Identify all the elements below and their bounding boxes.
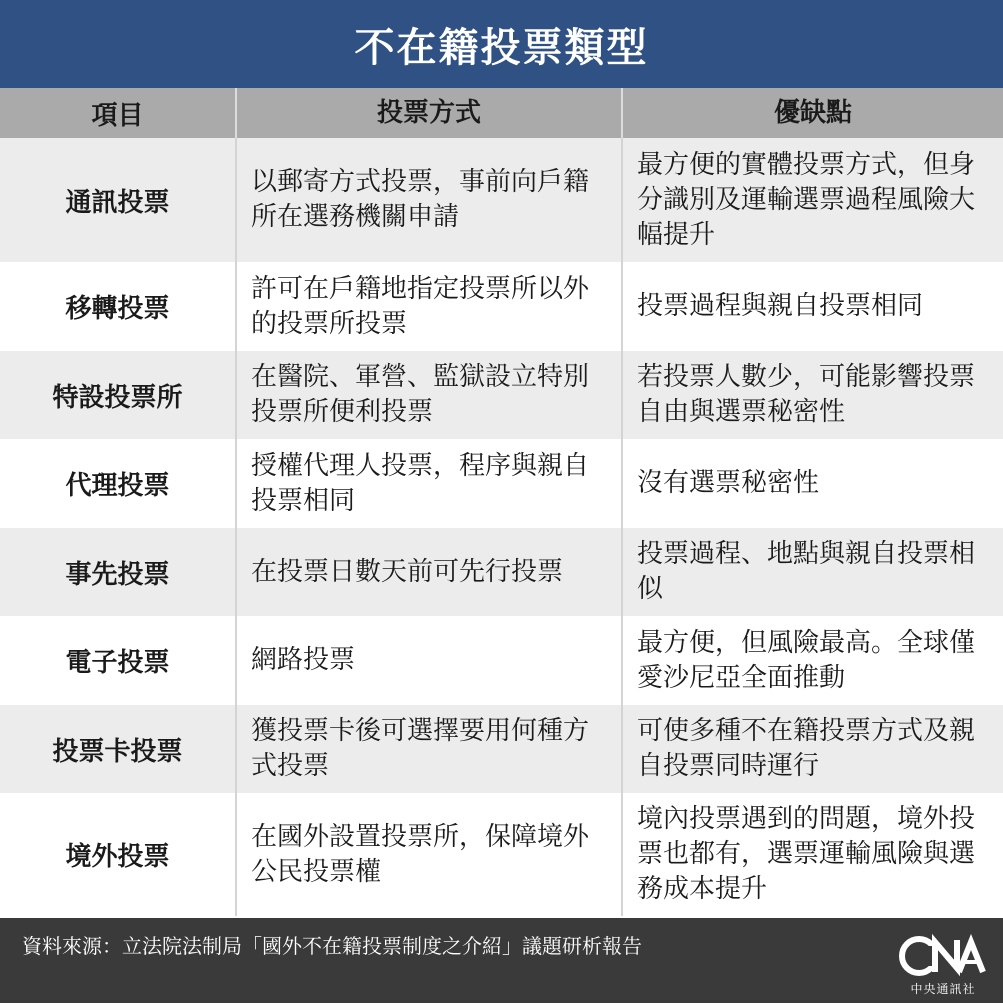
- table-row: [0, 528, 1003, 616]
- table-row: [0, 262, 1003, 351]
- row-item: 投票卡投票: [0, 705, 237, 793]
- row-pros-cons: 最方便的實體投票方式，但身分識別及運輸選票過程風險大幅提升: [623, 138, 1003, 262]
- row-method: 網路投票: [237, 616, 623, 705]
- row-method: 獲投票卡後可選擇要用何種方式投票: [237, 705, 623, 793]
- row-item: 境外投票: [0, 793, 237, 916]
- table-row: [0, 351, 1003, 439]
- row-item: 特設投票所: [0, 351, 237, 439]
- row-item: 電子投票: [0, 616, 237, 705]
- row-pros-cons: 沒有選票秘密性: [623, 439, 1003, 528]
- row-method: 以郵寄方式投票，事前向戶籍所在選務機關申請: [237, 138, 623, 262]
- row-pros-cons: 最方便，但風險最高。全球僅愛沙尼亞全面推動: [623, 616, 1003, 705]
- cna-logo-name: 中央通訊社: [910, 982, 976, 996]
- row-method: 在國外設置投票所，保障境外公民投票權: [237, 793, 623, 916]
- table-header: [0, 88, 1003, 138]
- row-method: 在醫院、軍營、監獄設立特別投票所便利投票: [237, 351, 623, 439]
- row-item: 代理投票: [0, 439, 237, 528]
- row-method: 在投票日數天前可先行投票: [237, 528, 623, 616]
- header-method: 投票方式: [237, 88, 623, 138]
- row-pros-cons: 投票過程、地點與親自投票相似: [623, 528, 1003, 616]
- row-item: 移轉投票: [0, 262, 237, 351]
- footer: [0, 918, 1003, 1003]
- table-row: [0, 705, 1003, 793]
- header-pros-cons: 優缺點: [623, 88, 1003, 138]
- row-pros-cons: 境內投票遇到的問題，境外投票也都有，選票運輸風險與選務成本提升: [623, 793, 1003, 916]
- table-row: [0, 616, 1003, 705]
- row-item: 事先投票: [0, 528, 237, 616]
- voting-types-table: [0, 88, 1003, 916]
- table-row: [0, 793, 1003, 916]
- row-pros-cons: 投票過程與親自投票相同: [623, 262, 1003, 351]
- cna-logo: [897, 934, 989, 996]
- row-pros-cons: 可使多種不在籍投票方式及親自投票同時運行: [623, 705, 1003, 793]
- row-method: 授權代理人投票，程序與親自投票相同: [237, 439, 623, 528]
- page-title: 不在籍投票類型: [0, 0, 1003, 88]
- table-row: [0, 439, 1003, 528]
- row-method: 許可在戶籍地指定投票所以外的投票所投票: [237, 262, 623, 351]
- table-row: [0, 138, 1003, 262]
- header-item: 項目: [0, 88, 237, 138]
- row-item: 通訊投票: [0, 138, 237, 262]
- row-pros-cons: 若投票人數少，可能影響投票自由與選票秘密性: [623, 351, 1003, 439]
- cna-logo-mark: [897, 934, 989, 980]
- source-note: 資料來源：立法院法制局「國外不在籍投票制度之介紹」議題研析報告: [22, 934, 642, 958]
